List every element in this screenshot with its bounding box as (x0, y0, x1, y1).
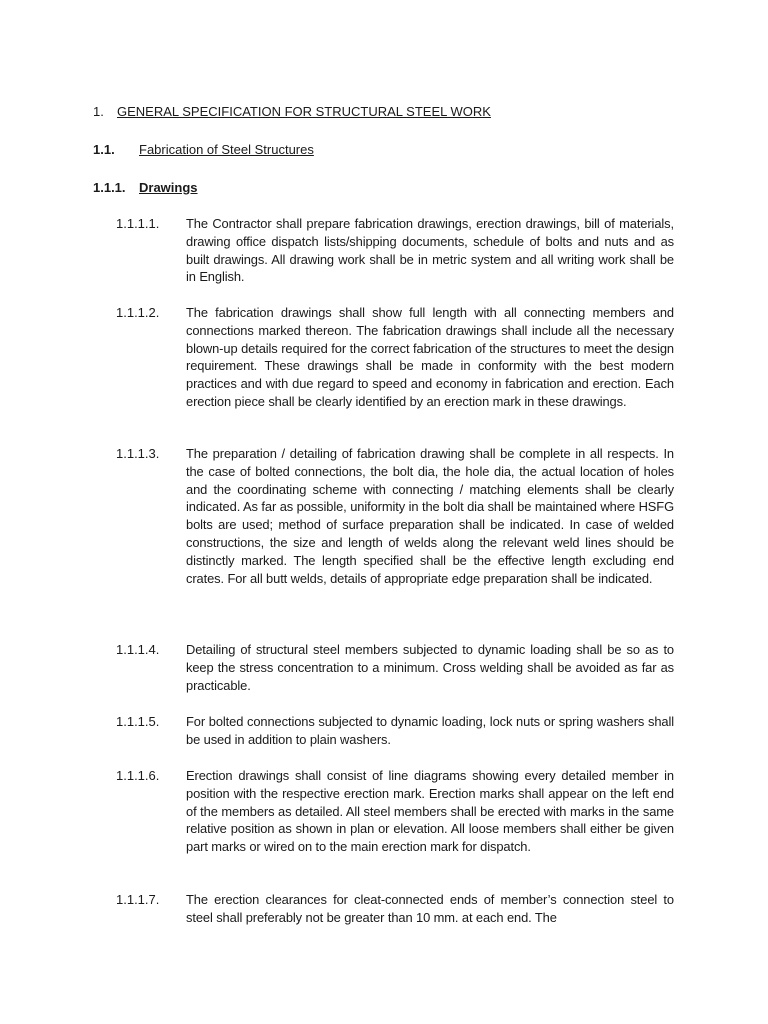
clause-item (116, 215, 674, 286)
clause-number: 1.1.1.3. (116, 446, 160, 461)
clause-number: 1.1.1.7. (116, 892, 160, 907)
clause-number: 1.1.1.4. (116, 642, 160, 657)
clause-text: Erection drawings shall consist of line diagrams showing every detailed member in position with the respective erection mark. Erection marks shall appear on the left end of the members as detailed. All steel members shall be erected with marks in the same relative position as shown in plan or elevation. All loose members shall either be given part marks or wired on to the main erection mark for dispatch. (186, 768, 674, 855)
clause-number: 1.1.1.6. (116, 768, 160, 783)
section-number: 1. (93, 104, 104, 119)
clause-item (116, 304, 674, 411)
clause-item (116, 445, 674, 587)
clause-item (116, 641, 674, 694)
clause-text: For bolted connections subjected to dynamic loading, lock nuts or spring washers shall be used in addition to plain washers. (186, 714, 674, 747)
section-heading-2 (93, 141, 314, 159)
clause-number: 1.1.1.1. (116, 216, 160, 231)
section-title: GENERAL SPECIFICATION FOR STRUCTURAL STEEL WORK (117, 104, 491, 119)
subsection-number: 1.1. (93, 142, 115, 157)
clause-text: The preparation / detailing of fabrication drawing shall be complete in all respects. In the case of bolted connections, the bolt dia, the hole dia, the actual location of holes and the coordinating scheme with connecting / matching elements shall be clearly indicated. As far as possible, uniformity in the bolt dia shall be maintained where HSFG bolts are used; method of surface preparation shall be indicated. In case of welded constructions, the size and length of welds along the relevant weld lines should be distinctly marked. The length specified shall be the effective length excluding end crates. For all butt welds, details of appropriate edge preparation shall be indicated. (186, 446, 674, 586)
clause-text: The Contractor shall prepare fabrication drawings, erection drawings, bill of materials, drawing office dispatch lists/shipping documents, schedule of bolts and nuts and as built drawings. All drawing work shall be in metric system and all writing work shall be in English. (186, 216, 674, 285)
section-heading-1 (93, 103, 491, 121)
clause-text: The erection clearances for cleat-connected ends of member’s connection steel to steel shall preferably not be greater than 10 mm. at each end. The (186, 892, 674, 925)
clause-text: Detailing of structural steel members subjected to dynamic loading shall be so as to keep the stress concentration to a minimum. Cross welding shall be avoided as far as practicable. (186, 642, 674, 693)
subsubsection-number: 1.1.1. (93, 180, 126, 195)
clause-number: 1.1.1.2. (116, 305, 160, 320)
clause-text: The fabrication drawings shall show full length with all connecting members and connections marked thereon. The fabrication drawings shall include all the necessary blown-up details required for the correct fabrication of the structures to meet the design requirement. These drawings shall be made in conformity with the best modern practices and with due regard to speed and economy in fabrication and erection. Each erection piece shall be clearly identified by an erection mark in these drawings. (186, 305, 674, 409)
section-heading-3 (93, 179, 198, 197)
clause-item (116, 713, 674, 749)
subsubsection-title: Drawings (139, 180, 198, 195)
subsection-title: Fabrication of Steel Structures (139, 142, 314, 157)
clause-number: 1.1.1.5. (116, 714, 160, 729)
clause-item (116, 767, 674, 856)
clause-item (116, 891, 674, 927)
